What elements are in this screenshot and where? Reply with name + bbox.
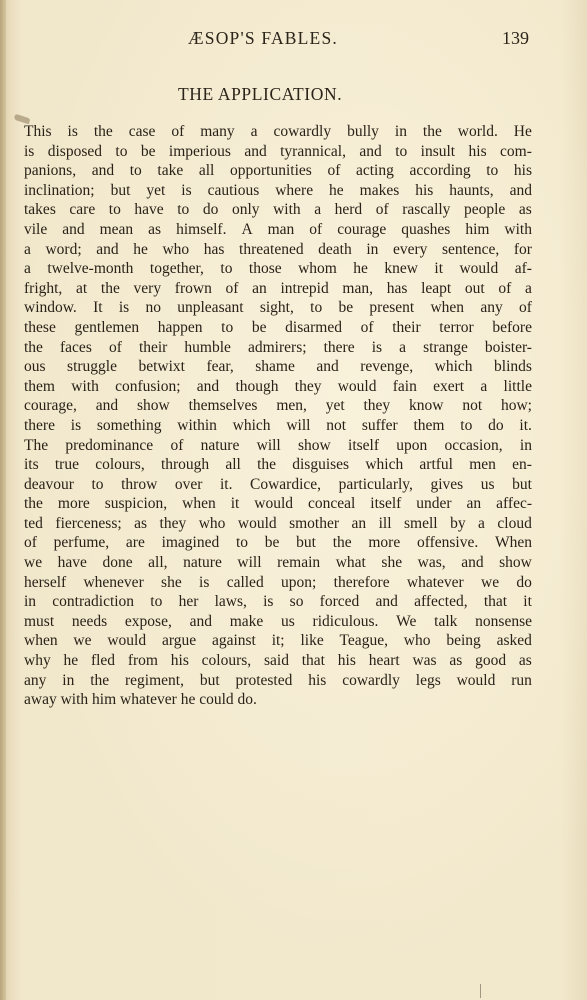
text-line: away with him whatever he could do. (24, 691, 257, 709)
text-line: takes care to have to do only with a herd of rascally people as (24, 201, 532, 219)
text-line: The predominance of nature will show itself upon occasion, in (24, 436, 532, 454)
page-spine-shadow (0, 0, 6, 1000)
text-line: them with confusion; and though they would fain exert a little (24, 377, 532, 395)
text-line: inclination; but yet is cautious where he makes his haunts, and (24, 181, 532, 199)
text-line: there is something within which will not suffer them to do it. (24, 416, 532, 434)
text-line: its true colours, through all the disguises which artful men en- (24, 456, 532, 474)
text-line: why he fled from his colours, said that his heart was as good as (24, 652, 532, 670)
text-line: is disposed to be imperious and tyrannical, and to insult his com- (24, 142, 532, 160)
text-line: vile and mean as himself. A man of courage quashes him with (24, 220, 532, 238)
text-line: a twelve-month together, to those whom he knew it would af- (24, 260, 532, 278)
text-line: when we would argue against it; like Teague, who being asked (24, 632, 532, 650)
running-header: ÆSOP'S FABLES. (188, 28, 338, 48)
text-line: window. It is no unpleasant sight, to be present when any of (24, 299, 532, 317)
body-text (24, 122, 532, 710)
text-line: fright, at the very frown of an intrepid man, has leapt out of a (24, 279, 532, 297)
text-line: a word; and he who has threatened death in every sentence, for (24, 240, 532, 258)
text-line: the faces of their humble admirers; there is a strange boister- (24, 338, 532, 356)
text-line: of perfume, are imagined to be but the more offensive. When (24, 534, 532, 552)
text-line: ous struggle betwixt fear, shame and revenge, which blinds (24, 358, 532, 376)
text-line: the more suspicion, when it would conceal itself under an affec- (24, 495, 532, 513)
text-line: must needs expose, and make us ridiculous. We talk nonsense (24, 612, 532, 630)
text-line: we have done all, nature will remain what she was, and show (24, 554, 532, 572)
pencil-mark (480, 984, 481, 998)
text-line: This is the case of many a cowardly bully in the world. He (24, 123, 532, 140)
text-line: panions, and to take all opportunities of acting according to his (24, 162, 532, 180)
text-line: these gentlemen happen to be disarmed of their terror before (24, 318, 532, 336)
page-number: 139 (502, 28, 529, 48)
section-title: THE APPLICATION. (178, 84, 343, 104)
text-line: deavour to throw over it. Cowardice, particularly, gives us but (24, 475, 532, 493)
text-line: in contradiction to her laws, is so forced and affected, that it (24, 593, 532, 611)
text-line: ted fierceness; as they who would smother an ill smell by a cloud (24, 514, 532, 532)
text-line: any in the regiment, but protested his cowardly legs would run (24, 671, 532, 689)
text-line: herself whenever she is called upon; therefore whatever we do (24, 573, 532, 591)
text-line: courage, and show themselves men, yet they know not how; (24, 397, 532, 415)
